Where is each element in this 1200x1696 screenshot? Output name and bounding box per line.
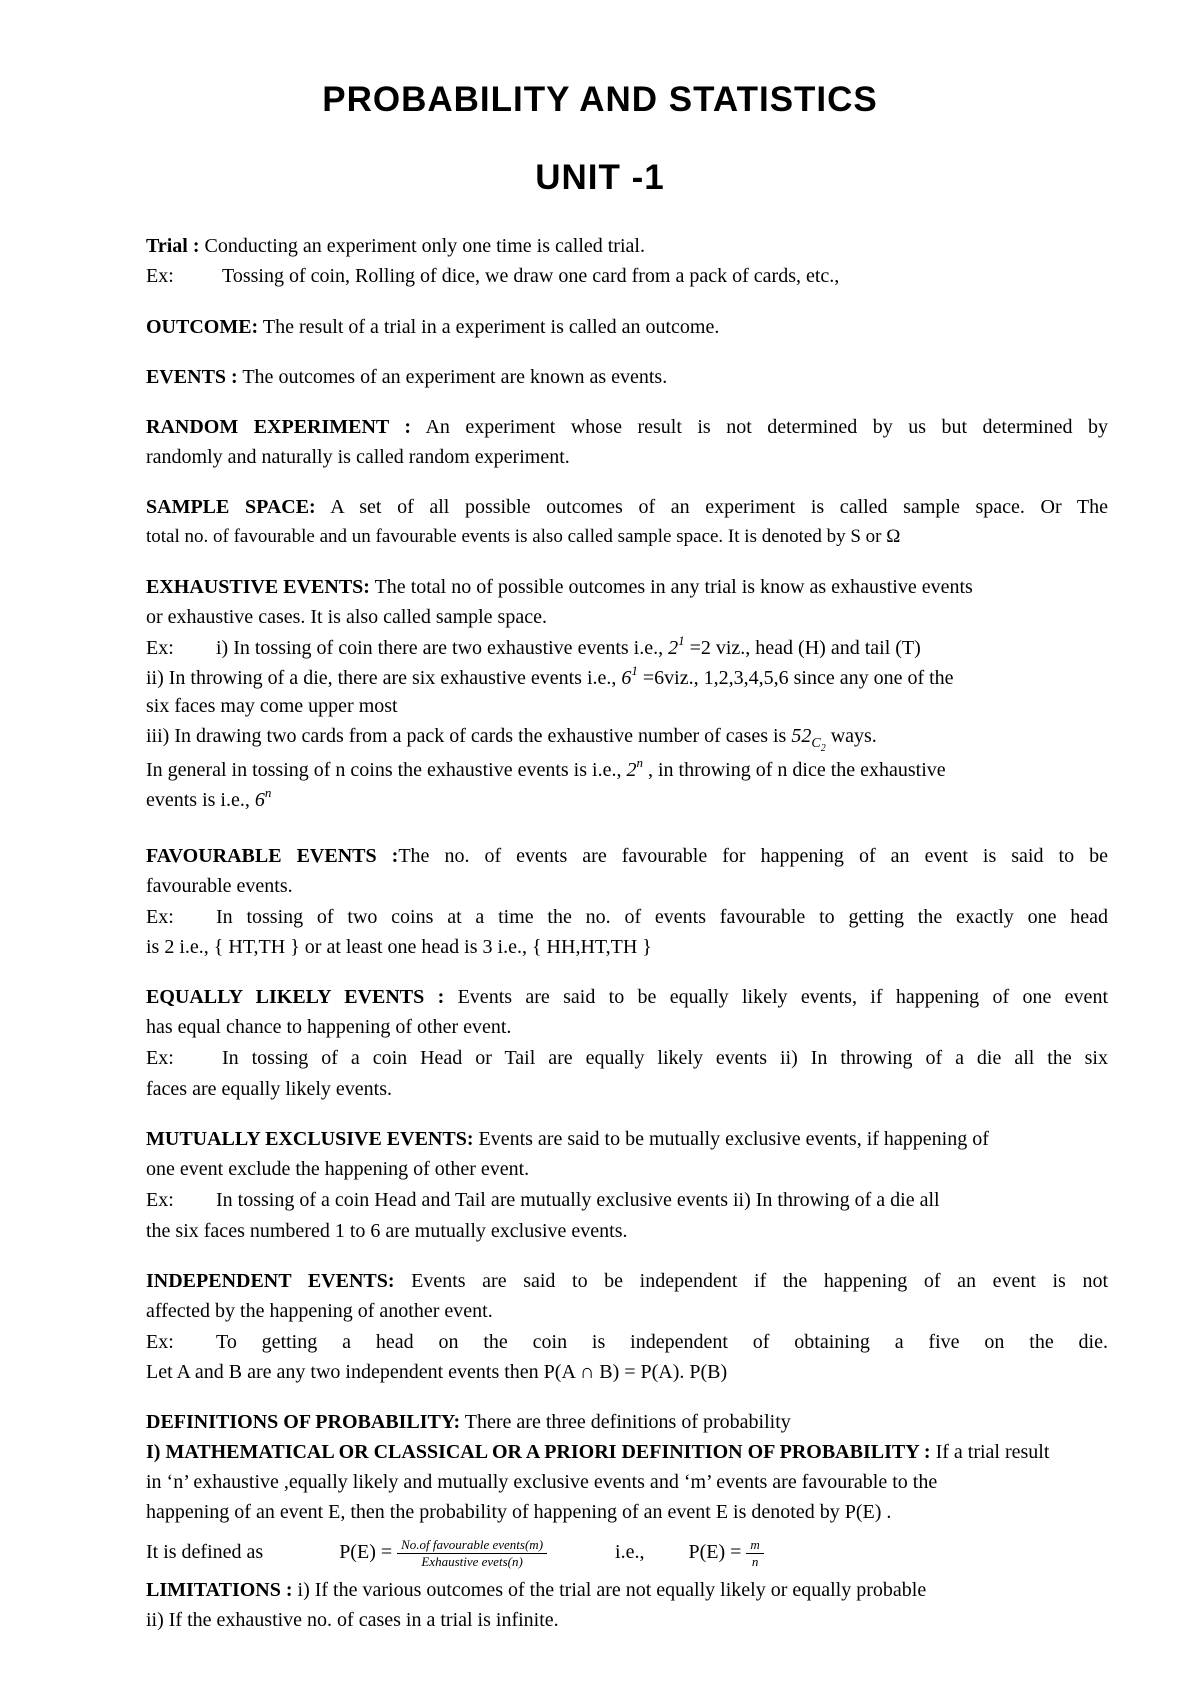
exhaustive-ex2-line2: six faces may come upper most xyxy=(146,695,398,717)
events-text: The outcomes of an experiment are known as events. xyxy=(242,366,668,388)
exhaustive-ex3-text: iii) In drawing two cards from a pack of cards the exhaustive number of cases is xyxy=(146,725,787,747)
limitations-term: LIMITATIONS : xyxy=(146,1579,293,1601)
favourable-line1 xyxy=(146,842,1108,870)
independent-ex2: Let A and B are any two independent events then P(A ∩ B) = P(A). P(B) xyxy=(146,1361,728,1383)
classical-line3: happening of an event E, then the probability of happening of an event E is denoted by P(E) . xyxy=(146,1501,892,1523)
sample-text1: A set of all possible outcomes of an experiment is called sample space. Or The xyxy=(330,496,1108,518)
random-experiment-line1 xyxy=(146,413,1108,441)
exhaustive-ex2-base: 6 xyxy=(621,667,632,689)
classical-term: I) MATHEMATICAL OR CLASSICAL OR A PRIORI DEFINITION OF PROBABILITY : xyxy=(146,1441,931,1463)
equally-line1 xyxy=(146,983,1108,1011)
outcome-text: The result of a trial in a experiment is called an outcome. xyxy=(262,316,720,338)
independent-ex1 xyxy=(146,1328,1108,1356)
sample-space-line1 xyxy=(146,493,1108,521)
exhaustive-ex1-base: 2 xyxy=(668,637,679,659)
outcome-definition xyxy=(146,313,1108,341)
favourable-ex1 xyxy=(146,903,1108,931)
favourable-term: FAVOURABLE EVENTS : xyxy=(146,845,399,867)
independent-line2: affected by the happening of another event. xyxy=(146,1300,493,1322)
exhaustive-gen-base: 2 xyxy=(626,759,637,781)
mutually-text1: Events are said to be mutually exclusive events, if happening of xyxy=(478,1128,989,1150)
sample-term: SAMPLE SPACE: xyxy=(146,496,316,518)
pe-label-2: P(E) = xyxy=(688,1541,742,1563)
favourable-text1: The no. of events are favourable for happening of an event is said to be xyxy=(398,845,1108,867)
exhaustive-ex2-sup: 1 xyxy=(631,663,638,678)
defined-as-text: It is defined as xyxy=(146,1541,264,1563)
trial-definition xyxy=(146,232,1108,260)
fraction-denominator: Exhaustive evets(n) xyxy=(421,1553,523,1569)
equally-ex-text1: In tossing of a coin Head or Tail are equally likely events ii) In throwing of a die all the six xyxy=(222,1047,1108,1069)
exhaustive-ex2 xyxy=(146,664,1108,692)
exhaustive-line1 xyxy=(146,573,1108,601)
mutually-ex-label: Ex: xyxy=(146,1189,174,1211)
exhaustive-ex3-tail: ways. xyxy=(830,725,877,747)
random-text1: An experiment whose result is not determined by us but determined by xyxy=(425,416,1108,438)
document-title: PROBABILITY AND STATISTICS xyxy=(322,80,878,119)
fraction-numerator: No.of favourable events(m) xyxy=(397,1537,547,1554)
exhaustive-gen2-text: events is i.e., xyxy=(146,789,250,811)
limitations-line2: ii) If the exhaustive no. of cases in a trial is infinite. xyxy=(146,1609,559,1631)
classical-text1: If a trial result xyxy=(935,1441,1050,1463)
exhaustive-gen2-sup: n xyxy=(264,785,272,800)
mutually-line2: one event exclude the happening of other event. xyxy=(146,1158,530,1180)
exhaustive-ex3-subsub: 2 xyxy=(820,742,826,754)
random-term: RANDOM EXPERIMENT : xyxy=(146,416,412,438)
exhaustive-ex1-tail: =2 viz., head (H) and tail (T) xyxy=(689,637,921,659)
pe-label: P(E) = xyxy=(339,1541,393,1563)
exhaustive-gen-sup: n xyxy=(636,755,643,770)
exhaustive-term: EXHAUSTIVE EVENTS: xyxy=(146,576,370,598)
mutually-term: MUTUALLY EXCLUSIVE EVENTS: xyxy=(146,1128,474,1150)
exhaustive-ex2-text: ii) In throwing of a die, there are six exhaustive events i.e., xyxy=(146,667,617,689)
exhaustive-general1 xyxy=(146,756,1108,784)
favourable-line2: favourable events. xyxy=(146,875,293,897)
mutually-line1 xyxy=(146,1125,1108,1153)
fraction2-numerator: m xyxy=(746,1537,763,1554)
definitions-text: There are three definitions of probability xyxy=(464,1411,791,1433)
unit-heading: UNIT -1 xyxy=(535,158,665,197)
exhaustive-ex1-text: i) In tossing of coin there are two exhaustive events i.e., xyxy=(216,637,664,659)
sample-space-line2: total no. of favourable and un favourable events is also called sample space. It is denoted by S or Ω xyxy=(146,526,901,547)
exhaustive-text1: The total no of possible outcomes in any trial is know as exhaustive events xyxy=(374,576,973,598)
exhaustive-ex3-sub: C xyxy=(811,736,821,751)
equally-ex2: faces are equally likely events. xyxy=(146,1078,392,1100)
equally-ex1 xyxy=(146,1044,1108,1072)
exhaustive-gen-text: In general in tossing of n coins the exhaustive events is i.e., xyxy=(146,759,622,781)
equally-line2: has equal chance to happening of other event. xyxy=(146,1016,512,1038)
exhaustive-ex-label: Ex: xyxy=(146,637,174,659)
fraction2-denominator: n xyxy=(751,1553,759,1569)
exhaustive-ex3-expr xyxy=(791,725,826,754)
probability-formula xyxy=(146,1530,1108,1574)
favourable-ex-text1: In tossing of two coins at a time the no. of events favourable to getting the exactly one head xyxy=(216,906,1108,928)
random-experiment-line2: randomly and naturally is called random experiment. xyxy=(146,446,570,468)
mutually-ex2: the six faces numbered 1 to 6 are mutually exclusive events. xyxy=(146,1220,628,1242)
trial-ex-label: Ex: xyxy=(146,265,174,287)
exhaustive-line2: or exhaustive cases. It is also called sample space. xyxy=(146,606,547,628)
definitions-line xyxy=(146,1408,1108,1436)
exhaustive-gen-tail: , in throwing of n dice the exhaustive xyxy=(647,759,946,781)
ie-text: i.e., xyxy=(615,1541,645,1563)
events-definition xyxy=(146,363,1108,391)
independent-term: INDEPENDENT EVENTS: xyxy=(146,1270,395,1292)
independent-line1 xyxy=(146,1267,1108,1295)
trial-example xyxy=(146,262,1108,290)
limitations-line1 xyxy=(146,1576,1108,1604)
exhaustive-ex3-base: 52 xyxy=(791,725,812,747)
definitions-term: DEFINITIONS OF PROBABILITY: xyxy=(146,1411,461,1433)
limitations-text1: i) If the various outcomes of the trial are not equally likely or equally probable xyxy=(297,1579,927,1601)
trial-ex-text: Tossing of coin, Rolling of dice, we draw one card from a pack of cards, etc., xyxy=(222,265,840,287)
mutually-ex-text1: In tossing of a coin Head and Tail are mutually exclusive events ii) In throwing of a die all xyxy=(216,1189,940,1211)
trial-term: Trial : xyxy=(146,235,200,257)
classical-line1 xyxy=(146,1438,1108,1466)
independent-text1: Events are said to be independent if the happening of an event is not xyxy=(411,1270,1108,1292)
equally-term: EQUALLY LIKELY EVENTS : xyxy=(146,986,445,1008)
probability-fraction-short xyxy=(746,1537,763,1570)
probability-fraction xyxy=(397,1537,547,1570)
outcome-term: OUTCOME: xyxy=(146,316,259,338)
exhaustive-gen2-base: 6 xyxy=(254,789,265,811)
events-term: EVENTS : xyxy=(146,366,238,388)
exhaustive-general2 xyxy=(146,786,1108,814)
independent-ex-text1: To getting a head on the coin is independent of obtaining a five on the die. xyxy=(216,1331,1108,1353)
equally-ex-label: Ex: xyxy=(146,1047,174,1069)
exhaustive-ex1 xyxy=(146,634,1108,662)
classical-line2: in ‘n’ exhaustive ,equally likely and mutually exclusive events and ‘m’ events are favourable to the xyxy=(146,1471,938,1493)
mutually-ex1 xyxy=(146,1186,1108,1214)
favourable-ex-label: Ex: xyxy=(146,906,174,928)
exhaustive-ex2-tail: =6viz., 1,2,3,4,5,6 since any one of the xyxy=(642,667,954,689)
equally-text1: Events are said to be equally likely events, if happening of one event xyxy=(457,986,1108,1008)
favourable-ex2: is 2 i.e., { HT,TH } or at least one head is 3 i.e., { HH,HT,TH } xyxy=(146,936,652,958)
trial-text: Conducting an experiment only one time is called trial. xyxy=(204,235,645,257)
exhaustive-ex1-sup: 1 xyxy=(678,633,685,648)
independent-ex-label: Ex: xyxy=(146,1331,174,1353)
